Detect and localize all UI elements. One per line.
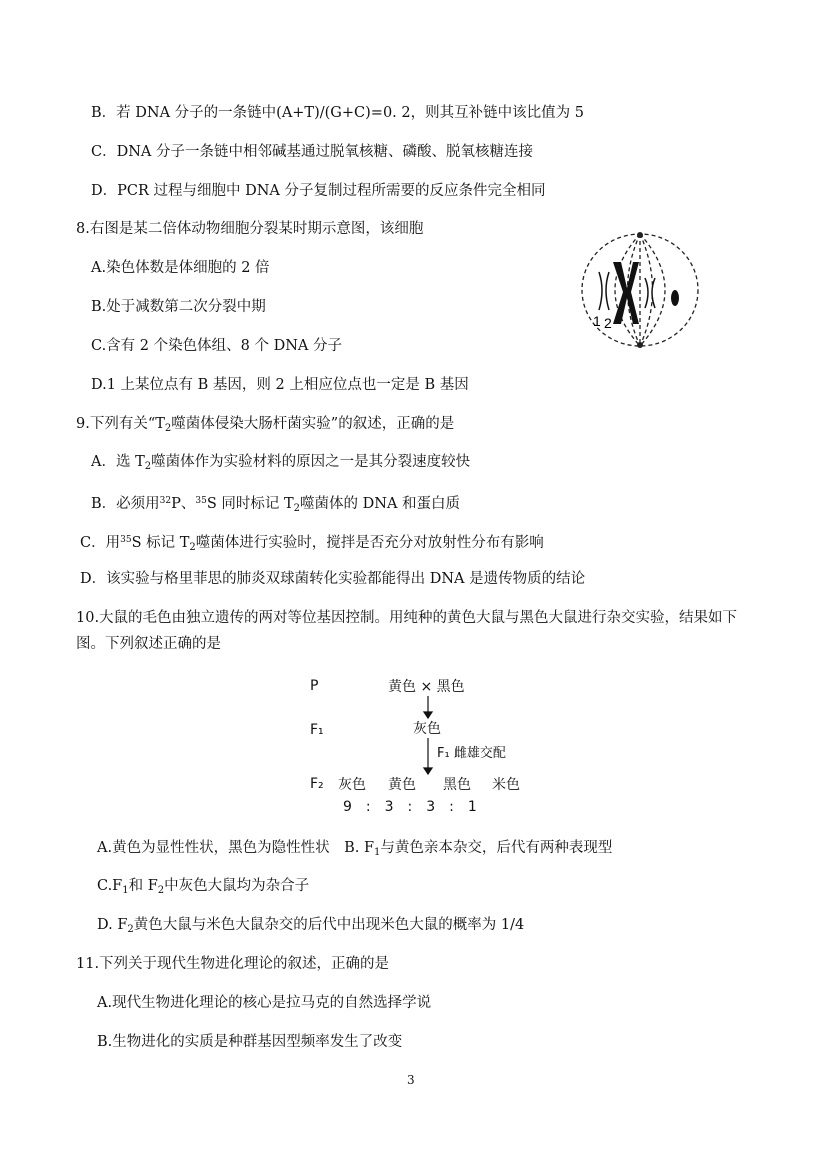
cross-diagram xyxy=(305,672,525,815)
f1-phenotype: 灰色 xyxy=(413,721,441,737)
f2-ratio: 9 : 3 : 3 : 1 xyxy=(343,799,477,815)
q7-option-c: C．DNA 分子一条链中相邻碱基通过脱氧核糖、磷酸、脱氧核糖连接 xyxy=(91,144,533,160)
q11-option-a: A.现代生物进化理论的核心是拉马克的自然选择学说 xyxy=(97,995,432,1011)
label-p: P xyxy=(310,678,319,694)
f2-grey: 灰色 xyxy=(338,777,366,793)
label-f1: F₁ xyxy=(310,722,324,738)
q8-option-d: D.1 上某位点有 B 基因，则 2 上相应位点也一定是 B 基因 xyxy=(91,377,469,393)
figure-label-2: 2 xyxy=(604,315,612,331)
cell-division-figure xyxy=(575,226,705,354)
arrows xyxy=(305,672,525,812)
p-cross: 黄色 × 黑色 xyxy=(388,679,465,695)
q8-option-c: C.含有 2 个染色体组、8 个 DNA 分子 xyxy=(91,338,342,354)
q9-option-c: C．用$^{35}$S 标记 $T_2$噬菌体进行实验时，搅拌是否充分对放射性分布有影响 xyxy=(80,535,544,553)
f2-black: 黑色 xyxy=(443,777,471,793)
q9-option-a: A．选 $T_2$噬菌体作为实验材料的原因之一是其分裂速度较快 xyxy=(91,454,471,472)
q8-option-a: A.染色体数是体细胞的 2 倍 xyxy=(91,260,270,276)
f1-note: F₁ 雌雄交配 xyxy=(437,746,506,761)
q9-option-d: D．该实验与格里菲思的肺炎双球菌转化实验都能得出 DNA 是遗传物质的结论 xyxy=(80,571,586,587)
q9-stem: 9.下列有关“$T_2$噬菌体侵染大肠杆菌实验”的叙述，正确的是 xyxy=(76,416,455,434)
page-number: 3 xyxy=(407,1073,415,1087)
q10-stem-line1: 10.大鼠的毛色由独立遗传的两对等位基因控制。用纯种的黄色大鼠与黑色大鼠进行杂交实验，结果如下 xyxy=(76,610,738,626)
figure-label-1: 1 xyxy=(593,313,601,329)
q10-option-ab: A.黄色为显性性状，黑色为隐性性状 B. $F_1$与黄色亲本杂交，后代有两种表现型 xyxy=(97,840,613,858)
q10-stem-line2: 图。下列叙述正确的是 xyxy=(76,636,221,652)
q8-stem: 8.右图是某二倍体动物细胞分裂某时期示意图，该细胞 xyxy=(76,221,424,237)
q11-option-b: B.生物进化的实质是种群基因型频率发生了改变 xyxy=(97,1034,403,1050)
q7-option-d: D．PCR 过程与细胞中 DNA 分子复制过程所需要的反应条件完全相同 xyxy=(91,183,546,199)
q8-option-b: B.处于减数第二次分裂中期 xyxy=(91,299,266,315)
label-f2: F₂ xyxy=(310,776,324,792)
q10-option-c: $C.F_1$和 $F_2$中灰色大鼠均为杂合子 xyxy=(97,878,310,896)
q9-option-b: B．必须用$^{32}$P、$^{35}$S 同时标记 $T_2$噬菌体的 DNA 和蛋白质 xyxy=(91,496,461,514)
q7-option-b: B．若 DNA 分子的一条链中(A+T)/(G+C)=0. 2，则其互补链中该比值为 5 xyxy=(91,105,584,121)
f2-yellow: 黄色 xyxy=(388,777,416,793)
q11-stem: 11.下列关于现代生物进化理论的叙述，正确的是 xyxy=(76,956,390,972)
f2-cream: 米色 xyxy=(492,777,520,793)
q10-option-d: D. $F_2$黄色大鼠与米色大鼠杂交的后代中出现米色大鼠的概率为 1/4 xyxy=(97,917,525,935)
